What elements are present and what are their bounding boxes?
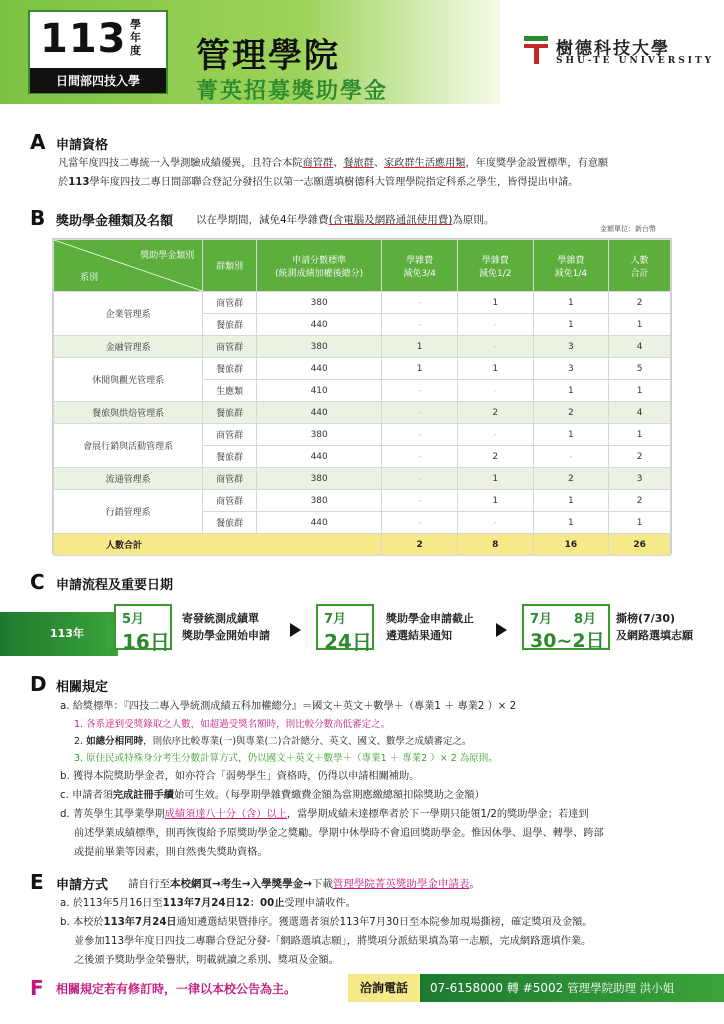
currency-unit: 金額單位：新台幣: [600, 225, 656, 233]
waive-1-4-cell: 1: [533, 292, 609, 314]
method-b-line2: 並參加113學年度日四技二專聯合登記分發-「網路選填志願」，將獎項分派結果填為第一志願，完成網路選填作業。: [74, 936, 592, 947]
step1-text: 寄發統測成績單 獎助學金開始申請: [182, 612, 270, 642]
waive-1-2-cell: -: [457, 424, 533, 446]
table-header-waive-3-4: 學雜費 減免3/4: [382, 240, 458, 292]
rule-d-line2: 前述學業成績標準，則再恢復給予原獎助學金之獎勵。學期中休學時不會追回獎助學金。惟因休學、退學、轉學、跨部: [74, 828, 604, 839]
section-a-letter: A: [30, 130, 46, 154]
university-name-cn: 樹德科技大學: [556, 39, 670, 59]
method-b-line3: 之後頒予獎助學金榮譽狀，明載就讀之系別、獎項及金額。: [74, 955, 339, 966]
waive-3-4-cell: -: [382, 424, 458, 446]
group-cell: 商管群: [203, 424, 257, 446]
arrow-right-icon: [290, 623, 301, 637]
score-cell: 410: [256, 380, 381, 402]
waive-1-2-cell: 2: [457, 446, 533, 468]
program-label: 日間部四技入學: [30, 68, 166, 93]
total-b-cell: 8: [457, 534, 533, 556]
table-row: [54, 424, 671, 446]
waive-1-2-cell: -: [457, 512, 533, 534]
section-b-desc: 以在學期間，減免4年學雜費(含電腦及網路通訊使用費)為原則。: [196, 214, 495, 226]
waive-1-2-cell: 1: [457, 292, 533, 314]
score-cell: 380: [256, 424, 381, 446]
count-cell: 4: [609, 336, 671, 358]
section-a-line2: 於113學年度四技二專日間部聯合登記分發招生以第一志願選填樹德科大管理學院指定科系之學生，皆得提出申請。: [58, 177, 579, 188]
table-row: [54, 468, 671, 490]
department-cell: 企業管理系: [54, 292, 203, 336]
section-e-head: 請自行至本校網頁→考生→入學獎學金→下載管理學院菁英獎助學金申請表。: [128, 878, 480, 890]
step3-date: 7月 8月 30~2日: [522, 604, 610, 650]
score-cell: 380: [256, 336, 381, 358]
count-cell: 2: [609, 292, 671, 314]
section-f-letter: F: [30, 976, 44, 1000]
waive-1-4-cell: 3: [533, 336, 609, 358]
department-cell: 流通管理系: [54, 468, 203, 490]
group-cell: 餐旅群: [203, 402, 257, 424]
section-d-body: [60, 697, 710, 862]
score-cell: 380: [256, 468, 381, 490]
waive-3-4-cell: -: [382, 512, 458, 534]
total-d-cell: 26: [609, 534, 671, 556]
table-row: [54, 358, 671, 380]
waive-1-2-cell: 2: [457, 402, 533, 424]
waive-1-2-cell: -: [457, 336, 533, 358]
waive-1-2-cell: -: [457, 314, 533, 336]
group-cell: 商管群: [203, 490, 257, 512]
section-a-text: [58, 154, 708, 192]
count-cell: 2: [609, 490, 671, 512]
section-c-title: 申請流程及重要日期: [56, 578, 174, 593]
waive-1-2-cell: 1: [457, 358, 533, 380]
waive-1-4-cell: 1: [533, 380, 609, 402]
year-number: 113: [40, 16, 127, 62]
waive-1-4-cell: 1: [533, 424, 609, 446]
waive-3-4-cell: -: [382, 490, 458, 512]
group-cell: 餐旅群: [203, 446, 257, 468]
count-cell: 5: [609, 358, 671, 380]
table-header-total: 人數 合計: [609, 240, 671, 292]
group-cell: 商管群: [203, 336, 257, 358]
total-a-cell: 2: [382, 534, 458, 556]
university-logo-icon: [524, 36, 548, 64]
waive-1-2-cell: -: [457, 380, 533, 402]
score-cell: 380: [256, 490, 381, 512]
table-header-group: 群類別: [203, 240, 257, 292]
rule-c: c. 申請者須完成註冊手續始可生效。（每學期學雜費繳費金額為當期應繳總額扣除獎助之金額）: [60, 790, 485, 801]
waive-1-2-cell: 1: [457, 490, 533, 512]
year-suffix: 學年度: [130, 18, 141, 57]
table-row: [54, 402, 671, 424]
count-cell: 1: [609, 314, 671, 336]
contact-label: 洽詢電話: [348, 974, 420, 1002]
section-b-title: 獎助學金種類及名額: [56, 214, 174, 229]
count-cell: 4: [609, 402, 671, 424]
university-name-en: SHU-TE UNIVERSITY: [556, 56, 715, 66]
page-title: 管理學院: [196, 36, 340, 76]
group-cell: 餐旅群: [203, 314, 257, 336]
table-header-category: 獎助學金類別 系別: [54, 240, 203, 292]
group-cell: 生應類: [203, 380, 257, 402]
count-cell: 2: [609, 446, 671, 468]
step2-text: 獎助學金申請截止 遴選結果通知: [386, 612, 474, 642]
rule-d: d. 菁英學生其學業學期成績須達八十分（含）以上，當學期成績未達標準者於下一學期只能領1/2的獎助學金；若達到: [60, 809, 589, 820]
count-cell: 1: [609, 424, 671, 446]
section-e-letter: E: [30, 870, 44, 894]
score-cell: 440: [256, 512, 381, 534]
section-e-title: 申請方式: [56, 878, 109, 893]
year-badge: [28, 10, 168, 94]
contact-person: 管理學院助理 洪小姐: [567, 981, 675, 995]
department-cell: 休閒與觀光管理系: [54, 358, 203, 402]
rule-b: b. 獲得本院獎助學金者，如亦符合「弱勢學生」資格時，仍得以申請相關補助。: [60, 771, 420, 782]
group-cell: 商管群: [203, 468, 257, 490]
group-cell: 餐旅群: [203, 512, 257, 534]
method-b: b. 本校於113年7月24日通知遴選結果暨排序。獲選選者須於113年7月30日至本院參加現場撕榜，確定獎項及金額。: [60, 917, 593, 928]
step2-date: 7月 24日: [316, 604, 374, 650]
waive-1-2-cell: 1: [457, 468, 533, 490]
waive-3-4-cell: -: [382, 292, 458, 314]
department-cell: 餐旅與烘焙管理系: [54, 402, 203, 424]
section-c-letter: C: [30, 570, 45, 594]
step1-date: 5月 16日: [114, 604, 172, 650]
rule-a2: 2. 如總分相同時，則依序比較專業(一)與專業(二)合計總分、英文、國文、數學之成績審定之。: [74, 736, 472, 747]
waive-3-4-cell: -: [382, 446, 458, 468]
section-d-title: 相關規定: [56, 680, 109, 695]
rule-a3: 3. 原住民或特殊身分考生分數計算方式，仍以國文＋英文＋數學＋（專業1 ＋ 專業2 ）× 2 為原則。: [74, 753, 498, 764]
waive-3-4-cell: 1: [382, 358, 458, 380]
score-cell: 440: [256, 314, 381, 336]
amendment-notice: 相關規定若有修訂時，一律以本校公告為主。: [56, 982, 297, 996]
section-b-letter: B: [30, 206, 46, 230]
section-d-letter: D: [30, 672, 47, 696]
waive-1-4-cell: 1: [533, 512, 609, 534]
waive-1-4-cell: 2: [533, 402, 609, 424]
group-cell: 商管群: [203, 292, 257, 314]
method-a: a. 於113年5月16日至113年7月24日12：00止受理申請收件。: [60, 898, 356, 909]
table-header-waive-1-4: 學雜費 減免1/4: [533, 240, 609, 292]
total-c-cell: 16: [533, 534, 609, 556]
table-total-row: [54, 534, 671, 556]
waive-3-4-cell: -: [382, 468, 458, 490]
rule-a: a. 給獎標準：『四技二專入學統測成績五科加權總分』＝國文＋英文＋數學＋（專業1 ＋ 專業2 ）× 2: [60, 701, 517, 712]
waive-3-4-cell: 1: [382, 336, 458, 358]
section-a-line1: 凡當年度四技二專統一入學測驗成績優異，且符合本院商管群、餐旅群、家政群生活應用類，年度獎學金設置標準，有意願: [58, 158, 609, 169]
application-form-link[interactable]: 管理學院菁英獎助學金申請表: [332, 878, 470, 890]
rule-d-line3: 或提前畢業等因素，則自然喪失獎助資格。: [74, 847, 268, 858]
contact-strip: [420, 974, 724, 1002]
score-cell: 440: [256, 446, 381, 468]
score-cell: 440: [256, 402, 381, 424]
department-cell: 會展行銷與活動管理系: [54, 424, 203, 468]
table-header-row: [54, 240, 671, 292]
waive-1-4-cell: 1: [533, 314, 609, 336]
count-cell: 1: [609, 512, 671, 534]
table-header-score: 申請分數標準 (統測成績加權後總分): [256, 240, 381, 292]
table-row: [54, 490, 671, 512]
table-row: [54, 292, 671, 314]
count-cell: 3: [609, 468, 671, 490]
department-cell: 金融管理系: [54, 336, 203, 358]
scholarship-table: [52, 238, 672, 554]
waive-3-4-cell: -: [382, 314, 458, 336]
score-cell: 380: [256, 292, 381, 314]
waive-1-4-cell: 1: [533, 490, 609, 512]
section-a-title: 申請資格: [56, 138, 109, 153]
table-header-waive-1-2: 學雜費 減免1/2: [457, 240, 533, 292]
section-e-body: [60, 894, 710, 970]
timeline-year: 113年: [0, 612, 118, 656]
arrow-right-icon: [496, 623, 507, 637]
page-subtitle: 菁英招募獎助學金: [196, 79, 389, 104]
waive-1-4-cell: -: [533, 446, 609, 468]
rule-a1: 1. 各系達到受獎錄取之人數，如超過受獎名額時，則比較分數高低審定之。: [74, 719, 391, 730]
waive-3-4-cell: -: [382, 380, 458, 402]
total-label: 人數合計: [54, 534, 382, 556]
waive-3-4-cell: -: [382, 402, 458, 424]
count-cell: 1: [609, 380, 671, 402]
step3-text: 撕榜(7/30) 及網路選填志願: [616, 612, 693, 642]
score-cell: 440: [256, 358, 381, 380]
department-cell: 行銷管理系: [54, 490, 203, 534]
waive-1-4-cell: 3: [533, 358, 609, 380]
group-cell: 餐旅群: [203, 358, 257, 380]
waive-1-4-cell: 2: [533, 468, 609, 490]
contact-phone[interactable]: 07-6158000 轉 #5002: [430, 981, 564, 995]
table-row: [54, 336, 671, 358]
